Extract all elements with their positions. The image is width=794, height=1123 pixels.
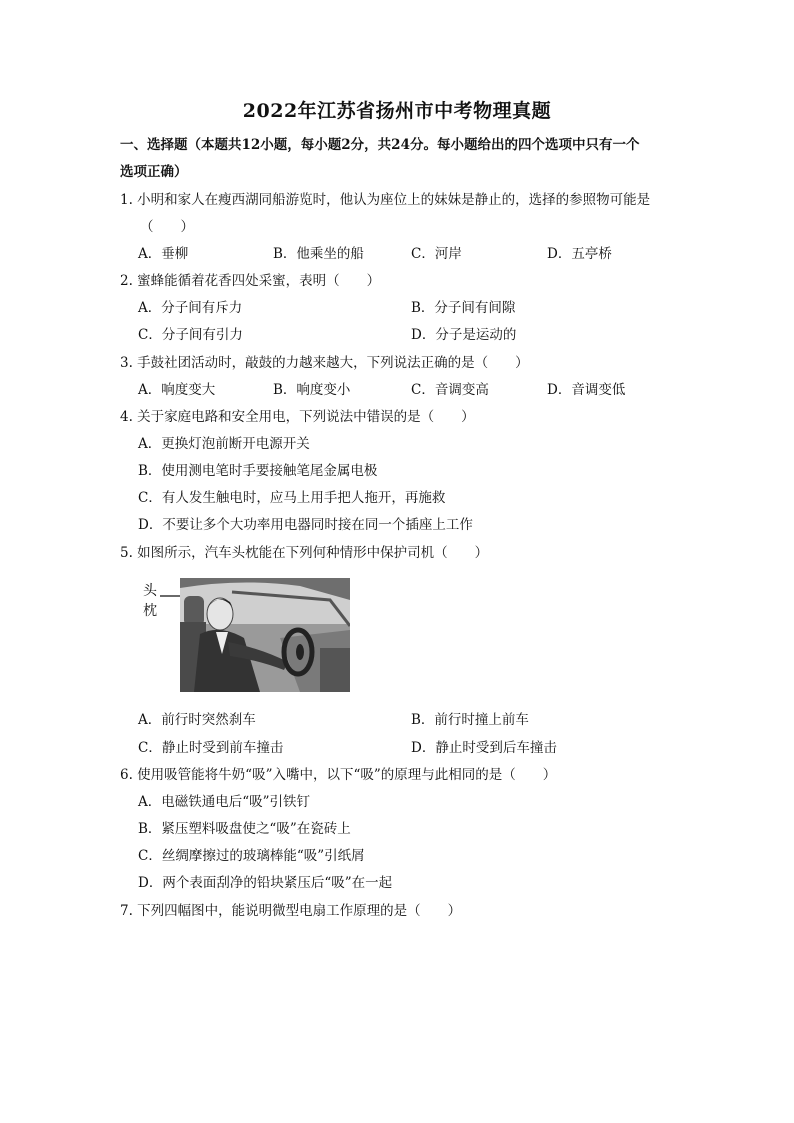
question-1-option-d[interactable]: D．五亭桥 — [547, 246, 612, 262]
question-4-option-d[interactable]: D．不要让多个大功率用电器同时接在同一个插座上工作 — [138, 517, 473, 533]
question-3-option-b[interactable]: B．响度变小 — [273, 382, 351, 398]
question-6-option-d[interactable]: D．两个表面刮净的铅块紧压后“吸”在一起 — [138, 875, 393, 891]
page-title: 2022年江苏省扬州市中考物理真题 — [242, 100, 552, 122]
figure-label-head: 头 — [143, 583, 157, 599]
question-5-stem: 5. 如图所示，汽车头枕能在下列何种情形中保护司机（ ） — [120, 545, 489, 561]
section-heading-line1: 一、选择题（本题共12小题，每小题2分，共24分。每小题给出的四个选项中只有一个 — [120, 137, 640, 153]
question-5-option-b[interactable]: B．前行时撞上前车 — [411, 712, 529, 728]
question-4-option-c[interactable]: C．有人发生触电时，应马上用手把人拖开，再施救 — [138, 490, 446, 506]
question-4-option-a[interactable]: A．更换灯泡前断开电源开关 — [138, 436, 310, 452]
question-7-stem: 7. 下列四幅图中，能说明微型电扇工作原理的是（ ） — [120, 903, 462, 919]
car-headrest-figure — [180, 578, 350, 692]
question-6-option-a[interactable]: A．电磁铁通电后“吸”引铁钉 — [138, 794, 311, 810]
question-3-option-a[interactable]: A．响度变大 — [138, 382, 216, 398]
question-5-option-d[interactable]: D．静止时受到后车撞击 — [411, 740, 557, 756]
question-1-stem-cont: （ ） — [140, 219, 194, 235]
question-1-option-b[interactable]: B．他乘坐的船 — [273, 246, 364, 262]
question-6-option-b[interactable]: B．紧压塑料吸盘使之“吸”在瓷砖上 — [138, 821, 351, 837]
section-heading-line2: 选项正确） — [120, 164, 188, 180]
question-1-stem: 1. 小明和家人在瘦西湖同船游览时，他认为座位上的妹妹是静止的，选择的参照物可能是 — [120, 192, 651, 208]
question-2-option-b[interactable]: B．分子间有间隙 — [411, 300, 516, 316]
question-2-option-c[interactable]: C．分子间有引力 — [138, 327, 243, 343]
question-2-option-d[interactable]: D．分子是运动的 — [411, 327, 517, 343]
question-6-option-c[interactable]: C．丝绸摩擦过的玻璃棒能“吸”引纸屑 — [138, 848, 365, 864]
question-3-option-d[interactable]: D．音调变低 — [547, 382, 626, 398]
question-4-option-b[interactable]: B．使用测电笔时手要接触笔尾金属电极 — [138, 463, 378, 479]
figure-label-rest: 枕 — [143, 603, 157, 619]
question-5-option-c[interactable]: C．静止时受到前车撞击 — [138, 740, 284, 756]
question-2-option-a[interactable]: A．分子间有斥力 — [138, 300, 243, 316]
question-6-stem: 6. 使用吸管能将牛奶“吸”入嘴中，以下“吸”的原理与此相同的是（ ） — [120, 767, 557, 783]
question-1-option-c[interactable]: C．河岸 — [411, 246, 462, 262]
question-2-stem: 2. 蜜蜂能循着花香四处采蜜，表明（ ） — [120, 273, 381, 289]
question-1-option-a[interactable]: A．垂柳 — [138, 246, 189, 262]
question-5-option-a[interactable]: A．前行时突然刹车 — [138, 712, 256, 728]
question-3-option-c[interactable]: C．音调变高 — [411, 382, 489, 398]
question-4-stem: 4. 关于家庭电路和安全用电，下列说法中错误的是（ ） — [120, 409, 475, 425]
question-3-stem: 3. 手鼓社团活动时，敲鼓的力越来越大，下列说法正确的是（ ） — [120, 355, 529, 371]
